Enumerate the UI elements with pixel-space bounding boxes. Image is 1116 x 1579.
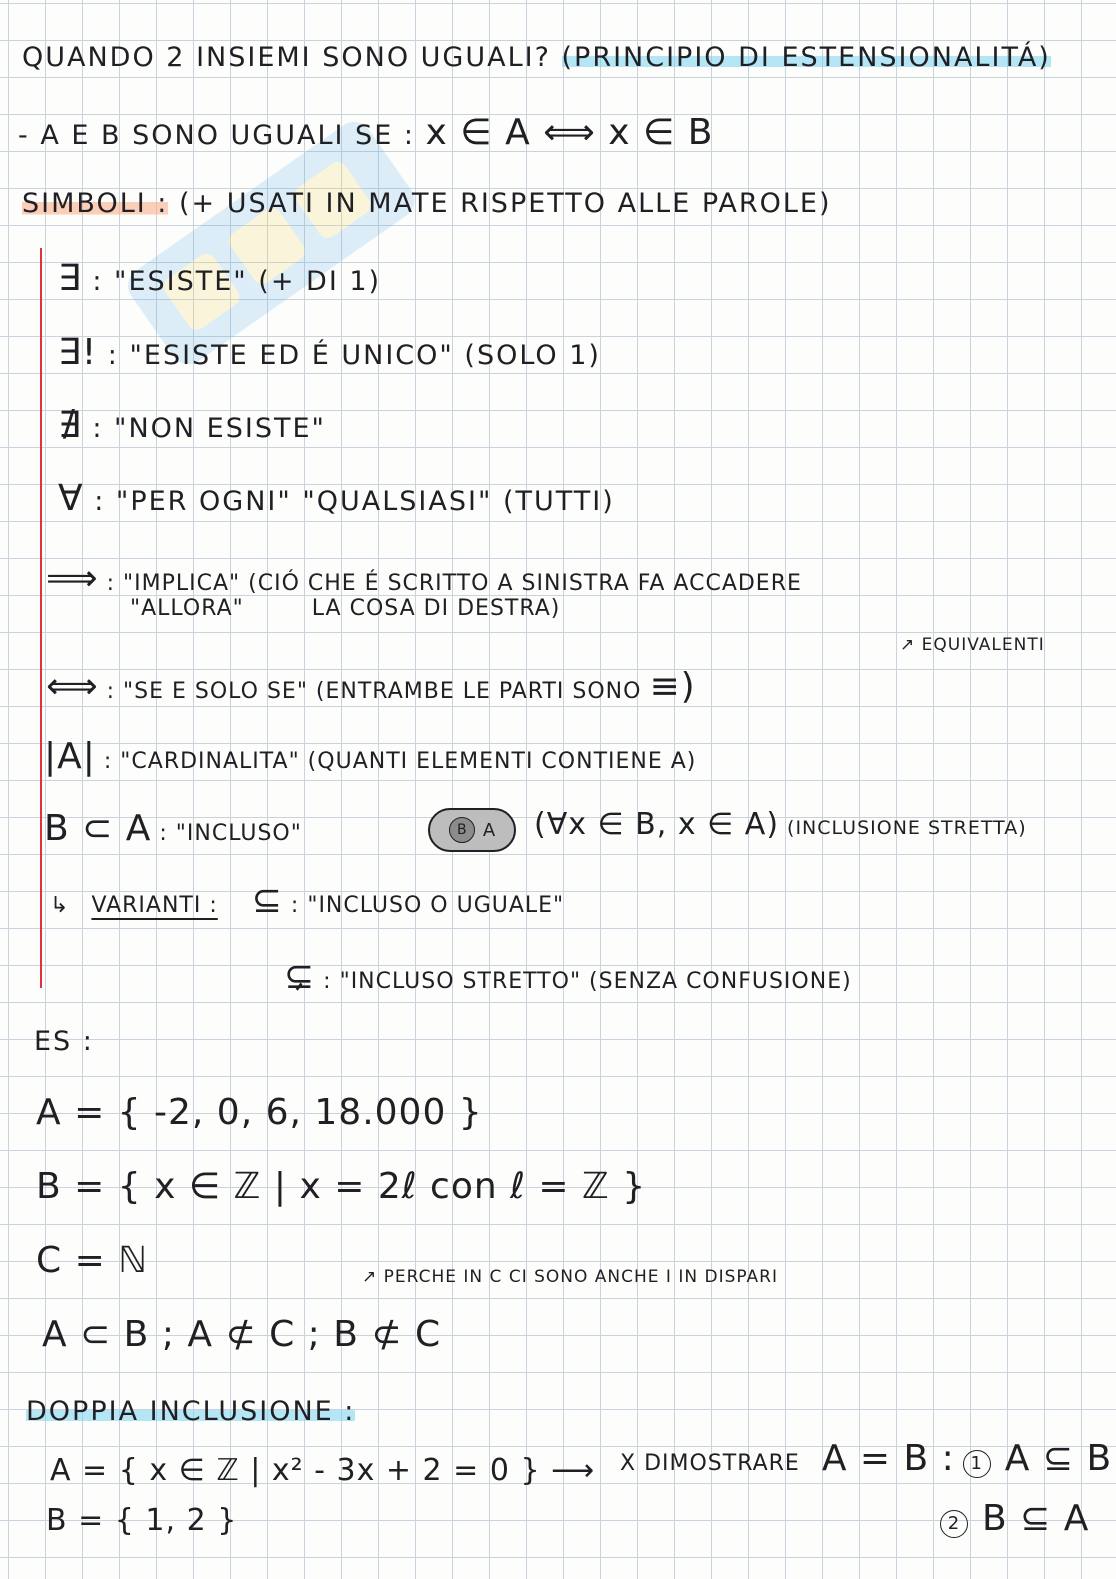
- symbol-row-exists-unique: [58, 332, 601, 373]
- implica-line-1: [46, 558, 802, 599]
- simboli-note: (+ USATI IN MATE RISPETTO ALLE PAROLE): [178, 188, 832, 219]
- subsetneq-text: : "INCLUSO STRETTO" (SENZA CONFUSIONE): [323, 969, 852, 994]
- incluso-formula-line: [534, 808, 1027, 843]
- margin-line: [40, 248, 42, 988]
- simboli-heading: SIMBOLI :: [22, 188, 169, 219]
- perche-annotation: ↗ PERCHE IN C CI SONO ANCHE I IN DISPARI: [362, 1267, 778, 1287]
- forall-desc: : "PER OGNI" "QUALSIASI" (TUTTI): [94, 486, 615, 517]
- venn-badge-icon: [428, 808, 516, 852]
- venn-outer: A: [482, 819, 496, 841]
- exists-unique-desc: : "ESISTE ED É UNICO" (SOLO 1): [107, 340, 601, 371]
- set-relations: A ⊂ B ; A ⊄ C ; B ⊄ C: [42, 1314, 442, 1355]
- es-label: ES :: [34, 1026, 94, 1057]
- iff-symbol: ⟺: [46, 666, 99, 707]
- implica-text: : "IMPLICA" (CIÓ CHE É SCRITTO A SINISTRA FA ACCADERE: [106, 571, 802, 596]
- arrow-icon: ↗: [362, 1267, 378, 1287]
- varianti-line-2: [284, 956, 852, 997]
- set-c: C = ℕ: [36, 1240, 149, 1281]
- iff-text: : "SE E SOLO SE" (ENTRAMBE LE PARTI SONO: [106, 679, 642, 704]
- step-2-number: 2: [940, 1510, 968, 1538]
- varianti-label: VARIANTI :: [91, 893, 218, 918]
- return-arrow-icon: ↳: [50, 893, 70, 918]
- implica-line-2: [130, 596, 560, 621]
- doppia-line: [26, 1396, 355, 1427]
- doppia-set-a: A = { x ∈ ℤ | x² - 3x + 2 = 0 } ⟶: [50, 1453, 596, 1488]
- title-line: [22, 42, 1051, 73]
- incluso-line: [44, 808, 302, 849]
- iff-line: [46, 666, 696, 707]
- subset-symbol: B ⊂ A: [44, 808, 152, 849]
- subseteq-symbol: ⊆: [251, 880, 283, 921]
- doppia-heading: DOPPIA INCLUSIONE :: [26, 1396, 356, 1427]
- exists-unique-symbol: ∃!: [58, 332, 98, 373]
- subset-formula: (∀x ∈ B, x ∈ A): [534, 807, 780, 842]
- exists-desc: : "ESISTE" (+ DI 1): [92, 266, 382, 297]
- exists-symbol: ∃: [58, 258, 82, 299]
- dimostrare-text: X DIMOSTRARE: [620, 1451, 800, 1476]
- equivalenti-annotation: ↗ EQUIVALENTI: [900, 635, 1045, 655]
- symbol-row-not-exists: [58, 405, 326, 446]
- step-1-text: A ⊆ B: [1004, 1438, 1113, 1479]
- arrow-icon: ↗: [900, 635, 916, 655]
- cardinality-symbol: |A|: [44, 736, 96, 777]
- iff-end: ≡): [649, 666, 696, 707]
- set-a: A = { -2, 0, 6, 18.000 }: [36, 1092, 483, 1133]
- subseteq-text: : "INCLUSO O UGUALE": [290, 893, 565, 918]
- not-exists-symbol: ∄: [58, 405, 82, 446]
- title-principle: (PRINCIPIO DI ESTENSIONALITÁ): [561, 42, 1051, 73]
- symbol-row-forall: [58, 478, 615, 519]
- set-b: B = { x ∈ ℤ | x = 2ℓ con ℓ = ℤ }: [36, 1166, 647, 1207]
- step-1-number: 1: [963, 1450, 991, 1478]
- cardinalita-line: [44, 736, 696, 777]
- cardinality-text: : "CARDINALITA" (QUANTI ELEMENTI CONTIENE A): [103, 749, 697, 774]
- symbol-row-exists: [58, 258, 381, 299]
- goal-text: A = B :: [821, 1438, 955, 1479]
- equal-definition: [18, 112, 713, 153]
- step-2-text: B ⊆ A: [982, 1498, 1090, 1539]
- subsetneq-symbol: ⊊: [284, 956, 316, 997]
- right-arrow-icon: ⟶: [551, 1453, 596, 1488]
- forall-symbol: ∀: [58, 478, 84, 519]
- dimostrare-line: [620, 1438, 1112, 1479]
- doppia-set-b: B = { 1, 2 }: [46, 1503, 238, 1538]
- equal-def-text: - A E B SONO UGUALI SE :: [18, 120, 415, 151]
- implica-allora: "ALLORA": [130, 596, 244, 621]
- implies-symbol: ⟹: [46, 558, 99, 599]
- varianti-line: [50, 880, 564, 921]
- venn-inner: B: [449, 817, 475, 843]
- subset-note: (INCLUSIONE STRETTA): [787, 817, 1027, 839]
- equal-def-formula: x ∈ A ⟺ x ∈ B: [425, 112, 714, 153]
- subset-text: : "INCLUSO": [159, 821, 302, 846]
- title-question: QUANDO 2 INSIEMI SONO UGUALI?: [22, 42, 551, 73]
- not-exists-desc: : "NON ESISTE": [92, 413, 326, 444]
- implica-right: LA COSA DI DESTRA): [311, 596, 561, 621]
- step-2-line: [940, 1498, 1089, 1539]
- simboli-line: [22, 188, 832, 219]
- watermark-logo: [40, 40, 500, 460]
